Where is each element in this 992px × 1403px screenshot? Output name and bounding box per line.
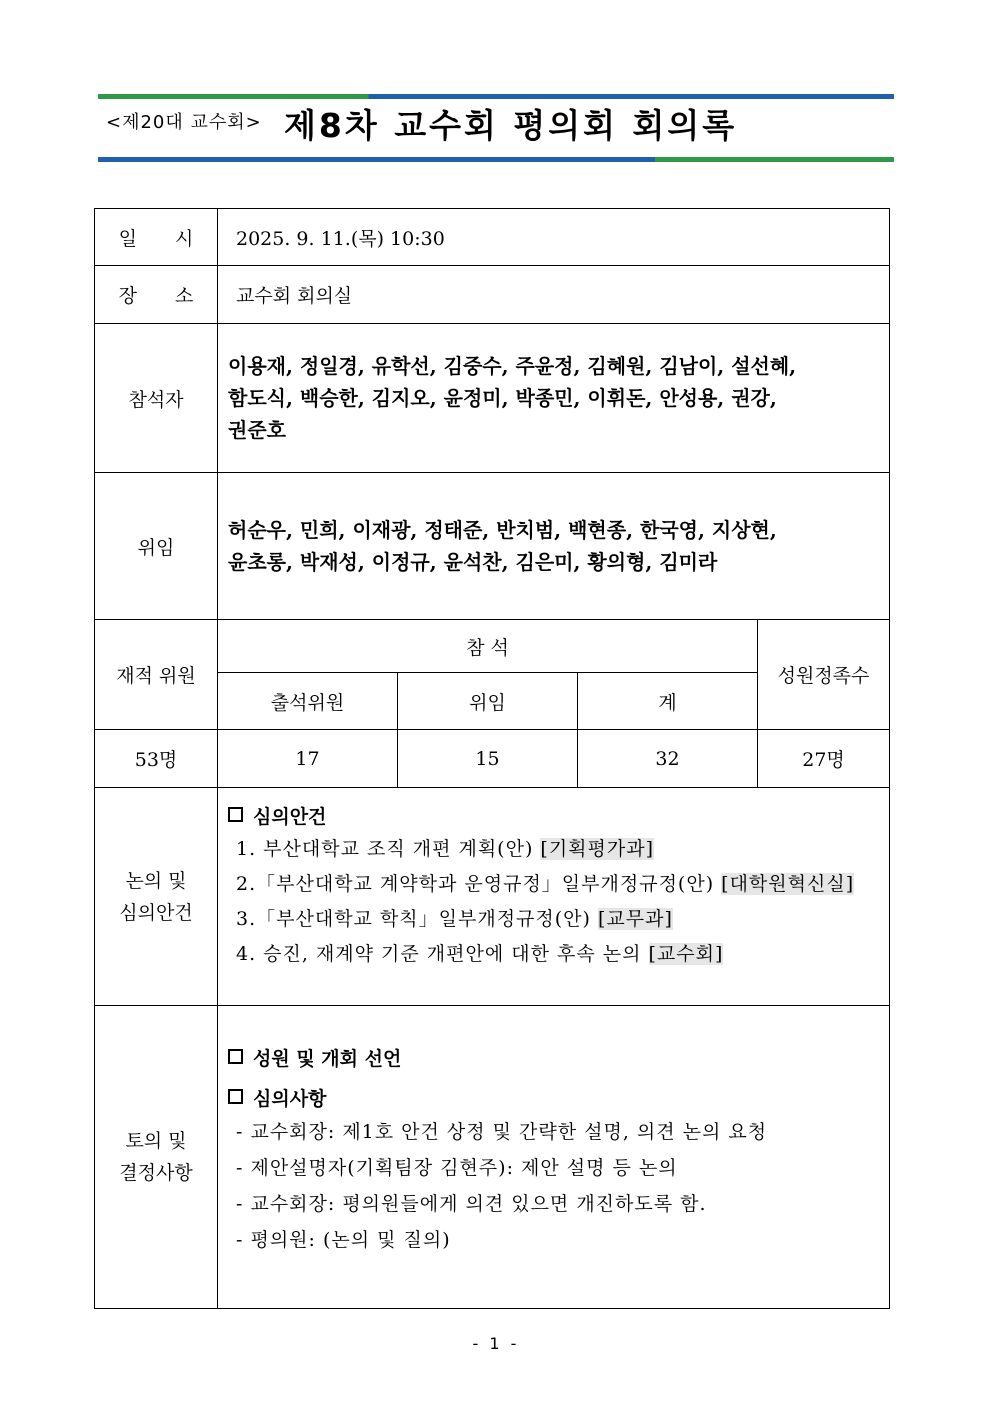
present-count: 17	[218, 730, 398, 788]
deliberation-content	[218, 1006, 890, 1309]
agenda-label: 논의 및 심의안건	[95, 788, 218, 1006]
attendance-label: 참 석	[218, 620, 758, 673]
deliberation-item: - 교수회장: 제1호 안건 상정 및 간략한 설명, 의견 논의 요청	[236, 1121, 768, 1143]
agenda-item: 2.「부산대학교 계약학과 운영규정」일부개정규정(안) [대학원혁신실]	[236, 873, 855, 895]
quorum-count: 27명	[758, 730, 890, 788]
proxy-line: 허순우, 민희, 이재광, 정태준, 반치범, 백현종, 한국영, 지상현,	[228, 518, 777, 542]
attendees-label: 참석자	[95, 324, 218, 473]
deliberation-label: 토의 및 결정사항	[95, 1006, 218, 1309]
deliberation-item: - 평의원: (논의 및 질의)	[236, 1229, 451, 1251]
total-label: 계	[578, 673, 758, 730]
quorum-declaration-heading: 성원 및 개회 선언	[228, 1044, 879, 1074]
department-tag: [교무과]	[598, 908, 673, 930]
council-subtitle: <제20대 교수회>	[106, 112, 262, 133]
attendees-line: 이용재, 정일경, 유학선, 김중수, 주윤정, 김혜원, 김남이, 설선혜,	[228, 354, 797, 378]
place-row	[95, 266, 890, 324]
quorum-header-row	[95, 620, 890, 673]
place-label: 장 소	[95, 266, 218, 324]
attendees-row	[95, 324, 890, 473]
department-tag: [대학원혁신실]	[721, 873, 855, 895]
proxy-count: 15	[398, 730, 578, 788]
proxy-count-label: 위임	[398, 673, 578, 730]
page-number: - 1 -	[472, 1334, 520, 1353]
deliberation-item: - 교수회장: 평의원들에게 의견 있으면 개진하도록 함.	[236, 1193, 707, 1215]
agenda-row	[95, 788, 890, 1006]
department-tag: [기획평가과]	[540, 838, 655, 860]
checkbox-square-icon	[228, 1049, 243, 1064]
page-title: 제8차 교수회 평의회 회의록	[284, 106, 738, 145]
checkbox-square-icon	[228, 807, 243, 822]
agenda-item: 3.「부산대학교 학칙」일부개정규정(안) [교무과]	[236, 908, 673, 930]
date-value: 2025. 9. 11.(목) 10:30	[218, 209, 890, 266]
present-label: 출석위원	[218, 673, 398, 730]
attendees-line: 함도식, 백승한, 김지오, 윤정미, 박종민, 이휘돈, 안성용, 권강,	[228, 386, 777, 410]
quorum-values-row	[95, 730, 890, 788]
deliberation-item: - 제안설명자(기획팀장 김현주): 제안 설명 등 논의	[236, 1157, 678, 1179]
date-label: 일 시	[95, 209, 218, 266]
total-count: 32	[578, 730, 758, 788]
agenda-content	[218, 788, 890, 1006]
deliberation-row	[95, 1006, 890, 1309]
checkbox-square-icon	[228, 1089, 243, 1104]
header-top-rule	[98, 94, 894, 99]
place-value: 교수회 회의실	[218, 266, 890, 324]
agenda-item: 1. 부산대학교 조직 개편 계획(안) [기획평가과]	[236, 838, 655, 860]
department-tag: [교수회]	[648, 943, 724, 965]
proxy-list	[218, 473, 890, 620]
document-header	[98, 94, 894, 166]
enrolled-count: 53명	[95, 730, 218, 788]
quorum-label: 성원정족수	[758, 620, 890, 730]
proxy-label: 위임	[95, 473, 218, 620]
date-row	[95, 209, 890, 266]
minutes-table	[94, 208, 890, 1309]
deliberation-list	[228, 1114, 879, 1258]
header-bottom-rule	[98, 157, 894, 162]
attendees-list	[218, 324, 890, 473]
deliberation-heading: 심의사항	[228, 1084, 879, 1114]
agenda-item: 4. 승진, 재계약 기준 개편안에 대한 후속 논의 [교수회]	[236, 943, 724, 965]
proxy-line: 윤초롱, 박재성, 이정규, 윤석찬, 김은미, 황의형, 김미라	[228, 550, 718, 574]
agenda-list	[228, 832, 879, 972]
agenda-heading: 심의안건	[228, 802, 879, 832]
proxy-row	[95, 473, 890, 620]
enrolled-label: 재적 위원	[95, 620, 218, 730]
attendees-line: 권준호	[228, 418, 286, 442]
